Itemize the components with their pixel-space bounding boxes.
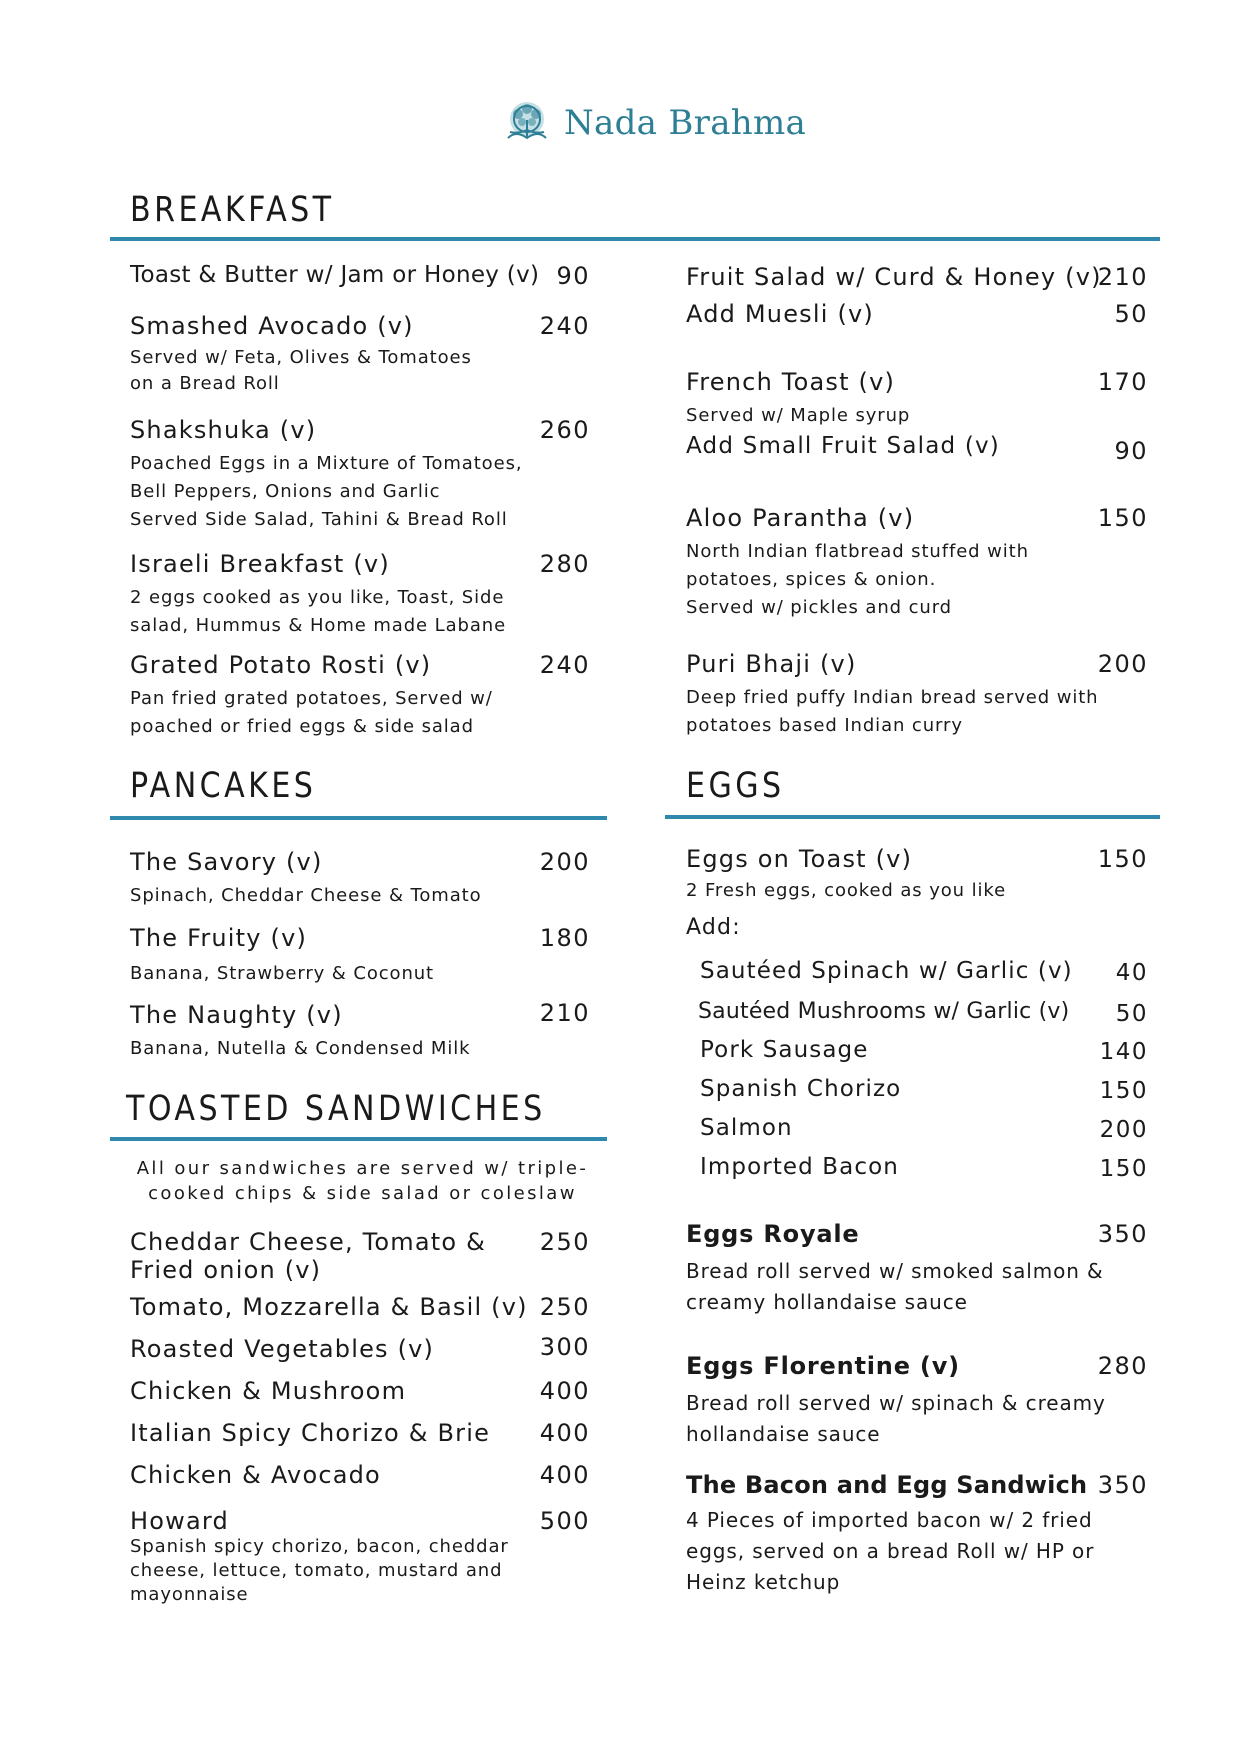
item-name: The Naughty (v) (130, 1001, 343, 1029)
add-label-text: Add: (686, 915, 741, 940)
addon-price: 150 (1099, 1078, 1148, 1104)
section-title-pancakes: PANCAKES (130, 766, 317, 806)
addon-name: Sautéed Spinach w/ Garlic (v) (700, 958, 1073, 984)
item-description: salad, Hummus & Home made Labane (130, 615, 507, 636)
item-description: Banana, Nutella & Condensed Milk (130, 1038, 471, 1059)
tree-of-life-icon (498, 100, 556, 146)
item-price: 400 (539, 1419, 590, 1447)
item-name: Grated Potato Rosti (v) (130, 651, 432, 679)
section-divider (110, 1137, 607, 1141)
item-price: 170 (1097, 368, 1148, 396)
addon-name: Spanish Chorizo (700, 1076, 902, 1102)
sandwiches-note: All our sandwiches are served w/ triple-cooked chips & side salad or coleslaw (136, 1158, 589, 1204)
brand-name: Nada Brahma (564, 103, 807, 143)
item-name: Add Muesli (v) (686, 300, 874, 328)
item-description: Heinz ketchup (686, 1570, 841, 1594)
item-name: Israeli Breakfast (v) (130, 550, 390, 578)
item-price: 90 (1114, 437, 1148, 465)
item-description: Spinach, Cheddar Cheese & Tomato (130, 885, 482, 906)
item-price: 240 (539, 651, 590, 679)
item-description: Spanish spicy chorizo, bacon, cheddar (130, 1536, 509, 1557)
item-price: 400 (539, 1377, 590, 1405)
item-price: 200 (1097, 650, 1148, 678)
item-description: Poached Eggs in a Mixture of Tomatoes, (130, 453, 523, 474)
item-description: Deep fried puffy Indian bread served with (686, 687, 1099, 708)
item-name: Howard (130, 1507, 229, 1535)
item-price: 350 (1097, 1220, 1148, 1248)
item-description: Served w/ Maple syrup (686, 405, 911, 426)
item-description: poached or fried eggs & side salad (130, 716, 474, 737)
item-description: on a Bread Roll (130, 373, 280, 394)
item-description: 2 Fresh eggs, cooked as you like (686, 880, 1007, 901)
item-price: 150 (1097, 504, 1148, 532)
item-price: 500 (539, 1507, 590, 1535)
item-name: Puri Bhaji (v) (686, 650, 857, 678)
addon-price: 40 (1115, 960, 1148, 986)
item-price: 250 (539, 1228, 590, 1256)
item-description: Bell Peppers, Onions and Garlic (130, 481, 441, 502)
item-name: Smashed Avocado (v) (130, 312, 414, 340)
item-description: eggs, served on a bread Roll w/ HP or (686, 1539, 1095, 1563)
item-description: Served Side Salad, Tahini & Bread Roll (130, 509, 508, 530)
item-name: Eggs Royale (686, 1220, 860, 1248)
item-price: 210 (539, 999, 590, 1027)
section-divider (665, 815, 1160, 819)
item-price: 260 (539, 416, 590, 444)
item-name: Chicken & Mushroom (130, 1377, 407, 1405)
section-title-breakfast: BREAKFAST (130, 190, 335, 230)
item-name: Aloo Parantha (v) (686, 504, 915, 532)
item-description: hollandaise sauce (686, 1422, 881, 1446)
item-price: 150 (1097, 845, 1148, 873)
item-price: 200 (539, 848, 590, 876)
addon-price: 150 (1099, 1156, 1148, 1182)
item-price: 400 (539, 1461, 590, 1489)
item-description: Bread roll served w/ spinach & creamy (686, 1391, 1106, 1415)
item-price: 240 (539, 312, 590, 340)
item-price: 180 (539, 924, 590, 952)
item-name: Tomato, Mozzarella & Basil (v) (130, 1293, 528, 1321)
addon-name: Sautéed Mushrooms w/ Garlic (v) (698, 999, 1070, 1024)
item-name: French Toast (v) (686, 368, 896, 396)
item-description: 2 eggs cooked as you like, Toast, Side (130, 587, 505, 608)
section-divider (110, 237, 1160, 241)
item-price: 280 (1097, 1352, 1148, 1380)
item-description: Bread roll served w/ smoked salmon & (686, 1259, 1104, 1283)
item-name: Fruit Salad w/ Curd & Honey (v) (686, 263, 1102, 291)
item-description: mayonnaise (130, 1584, 249, 1605)
addon-price: 140 (1099, 1039, 1148, 1065)
item-name: The Bacon and Egg Sandwich (686, 1471, 1088, 1499)
item-name: Roasted Vegetables (v) (130, 1335, 435, 1363)
item-name-continued: Fried onion (v) (130, 1256, 322, 1284)
item-description: cheese, lettuce, tomato, mustard and (130, 1560, 503, 1581)
item-price: 210 (1097, 263, 1148, 291)
addon-price: 200 (1099, 1117, 1148, 1143)
addon-name: Imported Bacon (700, 1154, 899, 1180)
addon-price: 50 (1115, 1001, 1148, 1027)
item-description: Served w/ pickles and curd (686, 597, 953, 618)
item-description: Pan fried grated potatoes, Served w/ (130, 688, 493, 709)
item-price: 350 (1097, 1471, 1148, 1499)
item-name: Shakshuka (v) (130, 416, 317, 444)
section-title-toasted-sandwiches: TOASTED SANDWICHES (126, 1089, 546, 1129)
item-price: 250 (539, 1293, 590, 1321)
item-description: creamy hollandaise sauce (686, 1290, 968, 1314)
addon-name: Salmon (700, 1115, 793, 1141)
item-price: 90 (556, 262, 590, 290)
item-description: North Indian flatbread stuffed with (686, 541, 1029, 562)
item-price: 280 (539, 550, 590, 578)
item-price: 50 (1114, 300, 1148, 328)
item-name: Italian Spicy Chorizo & Brie (130, 1419, 491, 1447)
item-name: Chicken & Avocado (130, 1461, 381, 1489)
item-name: Eggs on Toast (v) (686, 845, 913, 873)
item-description: potatoes, spices & onion. (686, 569, 937, 590)
item-name: Cheddar Cheese, Tomato & (130, 1228, 487, 1256)
item-name: Add Small Fruit Salad (v) (686, 433, 1000, 459)
item-name: Eggs Florentine (v) (686, 1352, 960, 1380)
section-divider (110, 816, 607, 820)
item-price: 300 (539, 1333, 590, 1361)
addon-name: Pork Sausage (700, 1037, 869, 1063)
item-name: Toast & Butter w/ Jam or Honey (v) (130, 262, 540, 288)
section-title-eggs: EGGS (686, 766, 785, 806)
item-description: Served w/ Feta, Olives & Tomatoes (130, 347, 472, 368)
item-description: Banana, Strawberry & Coconut (130, 963, 435, 984)
item-description: 4 Pieces of imported bacon w/ 2 fried (686, 1508, 1093, 1532)
item-name: The Savory (v) (130, 848, 323, 876)
brand-logo (498, 98, 806, 148)
item-name: The Fruity (v) (130, 924, 308, 952)
item-description: potatoes based Indian curry (686, 715, 963, 736)
